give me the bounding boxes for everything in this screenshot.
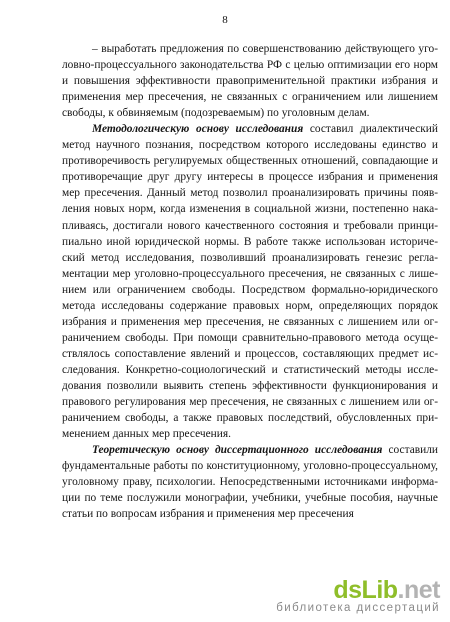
theory-heading: Теоретическую основу диссертационного исследования: [92, 444, 383, 457]
text-line: следования. Конкретно-социологический и статистический методы иссле-: [62, 363, 438, 376]
text-line: – выработать предложения по совершенствованию действующего уго-: [92, 43, 438, 55]
dslib-logo: [276, 577, 440, 603]
text-line: уголовному праву, психологии. Непосредственными источниками информа-: [62, 476, 438, 489]
text-line: менением данных мер пресечения.: [62, 428, 231, 441]
text-line: ловно-процессуального законодательства РФ с целью оптимизации его норм: [62, 59, 438, 72]
text-fragment: составил диалектический: [303, 123, 438, 136]
text-line: правового регулирования мер пресечения, не связанных с лишением или ог-: [62, 396, 438, 409]
text-line: ский метод исследования, позволивший проанализировать генезис регла-: [62, 251, 438, 264]
text-line: свободы, к обвиняемым (подозреваемым) по уголовным делам.: [62, 107, 370, 120]
text-line: ления новых норм, когда изменения в социальной жизни, постепенно нака-: [62, 203, 438, 216]
logo-tld: .net: [397, 576, 440, 604]
text-line: противоречивость регулируемых общественных отношений, совпадающие и: [62, 155, 438, 168]
text-line: [62, 121, 438, 137]
text-line: избрания и применения мер пресечения, не связанных с лишением или ог-: [62, 315, 438, 328]
text-line: дования позволили выявить степень эффективности функционирования и: [62, 379, 438, 392]
text-line: статьи по вопросам избрания и применения мер пресечения: [62, 508, 354, 521]
text-line: противоречащие друг другу интересы в процессе избрания и применения: [62, 171, 438, 184]
text-line: [62, 442, 438, 458]
text-line: пиально иной юридической нормы. В работе также использован историче-: [62, 235, 438, 248]
text-fragment: составили: [382, 444, 438, 457]
text-line: метода исследованы содержание правовых норм, определяющих порядок: [62, 299, 438, 312]
text-line: ментации мер уголовно-процессуального пресечения, не связанных с лише-: [62, 267, 438, 280]
paragraph-theory: [62, 442, 438, 522]
paragraph-methodology: [62, 121, 438, 442]
watermark-subtitle: библиотека диссертаций: [276, 602, 440, 614]
text-line: ции по теме послужили монографии, учебники, учебные пособия, научные: [62, 492, 438, 505]
text-line: ствлялось сопоставление явлений и процессов, составляющих предмет ис-: [62, 347, 438, 360]
text-line: применения мер пресечения, не связанных с ограничением или лишением: [62, 91, 438, 104]
page-number: 8: [222, 14, 228, 26]
paragraph-objective: [62, 41, 438, 121]
text-line: метод научного познания, посредством которого исследованы единство и: [62, 139, 438, 152]
text-line: мер пресечения. Данный метод позволил проанализировать причины появ-: [62, 187, 438, 200]
text-line: раничением свободы. При помощи сравнительно-правового метода осуще-: [62, 331, 438, 344]
text-line: фундаментальные работы по конституционному, уголовно-процессуальному,: [62, 460, 438, 473]
methodology-heading: Методологическую основу исследования: [92, 123, 304, 136]
document-body: [62, 41, 438, 522]
text-line: раничением свободы, а также правовых последствий, обусловленных при-: [62, 412, 438, 425]
text-line: нием или ограничением свободы. Посредством формально-юридического: [62, 283, 438, 296]
logo-text: dsLib: [333, 576, 398, 604]
dslib-watermark: [276, 577, 440, 614]
text-line: и повышения эффективности правоприменительной практики избрания и: [62, 75, 438, 88]
text-line: пливаясь, достигали нового качественного состояния и требовали принци-: [62, 219, 438, 232]
